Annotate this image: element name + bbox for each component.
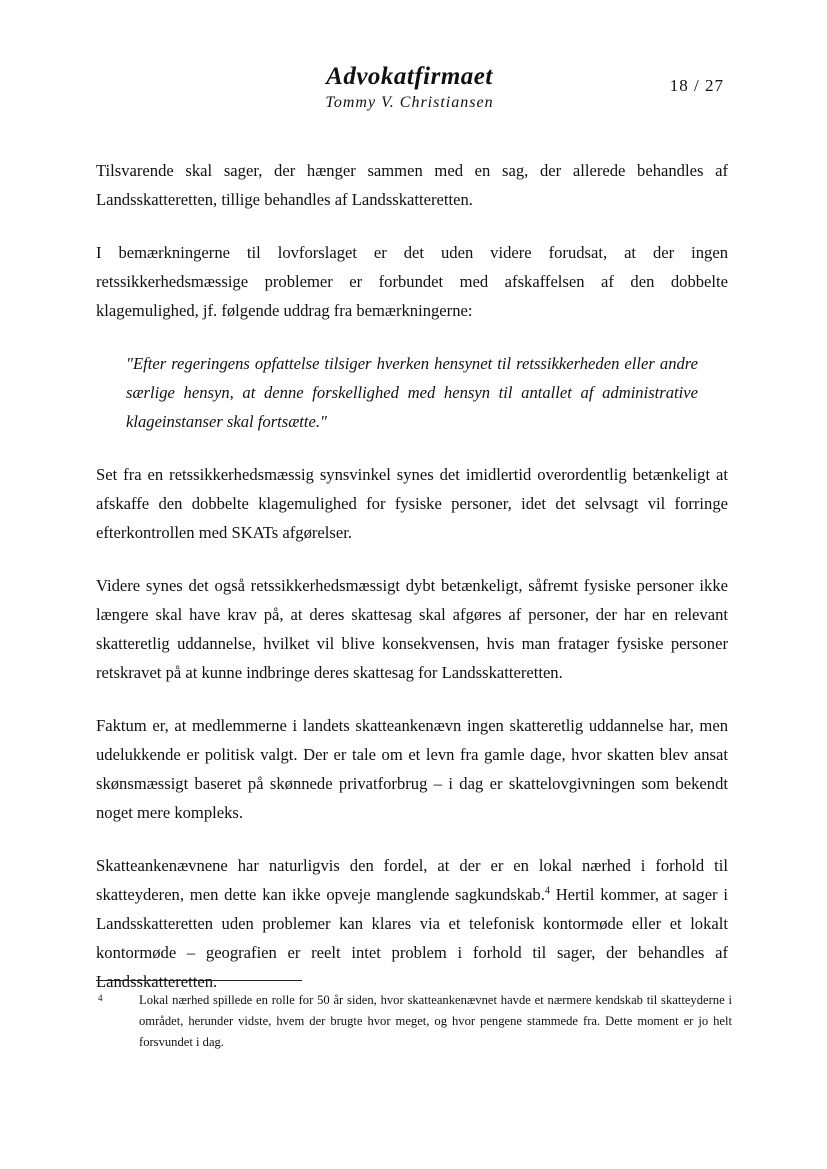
paragraph: Faktum er, at medlemmerne i landets skatteankenævn ingen skatteretlig uddannelse har, men udelukkende er politisk valgt. Der er tale om et levn fra gamle dage, hvor skatten blev ansat skønsmæssigt baseret på skønnede privatforbrug – i dag er skattelovgivningen som bekendt noget mere kompleks. [96, 716, 728, 822]
paragraph-text: Skatteankenævnene har naturligvis den fordel, at der er en lokal nærhed i forhold til skatteyderen, men dette kan ikke opveje manglende sagkundskab. [96, 856, 728, 904]
paragraph: Set fra en retssikkerhedsmæssig synsvinkel synes det imidlertid overordentlig betænkeligt at afskaffe den dobbelte klagemulighed for fysiske personer, idet det selvsagt vil forringe efterkontrollen med SKATs afgørelser. [96, 465, 728, 542]
block-quote: "Efter regeringens opfattelse tilsiger hverken hensynet til retssikkerheden eller andre særlige hensyn, at denne forskellighed med hensyn til antallet af administrative klageinstanser skal fortsætte." [126, 354, 698, 431]
firm-name: Advokatfirmaet [326, 63, 493, 90]
footnote-marker: 4 [98, 993, 103, 1003]
footnote-rule [96, 980, 302, 981]
page-number: 18 / 27 [669, 76, 724, 95]
footnote [96, 990, 732, 1053]
paragraph: I bemærkningerne til lovforslaget er det uden videre forudsat, at der ingen retssikkerhedsmæssige problemer er forbundet med afskaffelsen af den dobbelte klagemulighed, jf. følgende uddrag fra bemærkningerne: [96, 243, 728, 320]
footnote-reference: 4 [544, 885, 550, 897]
paragraph [96, 851, 728, 996]
paragraph: Tilsvarende skal sager, der hænger sammen med en sag, der allerede behandles af Landsskatteretten, tillige behandles af Landsskatteretten. [96, 161, 728, 209]
footnote-text: Lokal nærhed spillede en rolle for 50 år siden, hvor skatteankenævnet havde et nærmere kendskab til skatteyderne i området, herunder vidste, hvem der brugte hvor meget, og hvor pengene stammede fra. Dette moment er jo helt forsvundet i dag. [139, 993, 732, 1049]
document-body [96, 156, 728, 1020]
paragraph: Videre synes det også retssikkerhedsmæssigt dybt betænkeligt, såfremt fysiske personer ikke længere skal have krav på, at deres skattesag skal afgøres af personer, der har en relevant skatteretlig uddannelse, hvilket vil blive konsekvensen, hvis man fratager fysiske personer retskravet på at kunne indbringe deres skattesag for Landsskatteretten. [96, 576, 728, 682]
paragraph-text: Hertil kommer, at sager i Landsskatteretten uden problemer kan klares via et telefonisk kontormøde eller et lokalt kontormøde – geografien er reelt intet problem i forhold til sager, der behandles af Landsskatteretten. [96, 885, 728, 991]
firm-subtitle: Tommy V. Christiansen [325, 94, 494, 111]
